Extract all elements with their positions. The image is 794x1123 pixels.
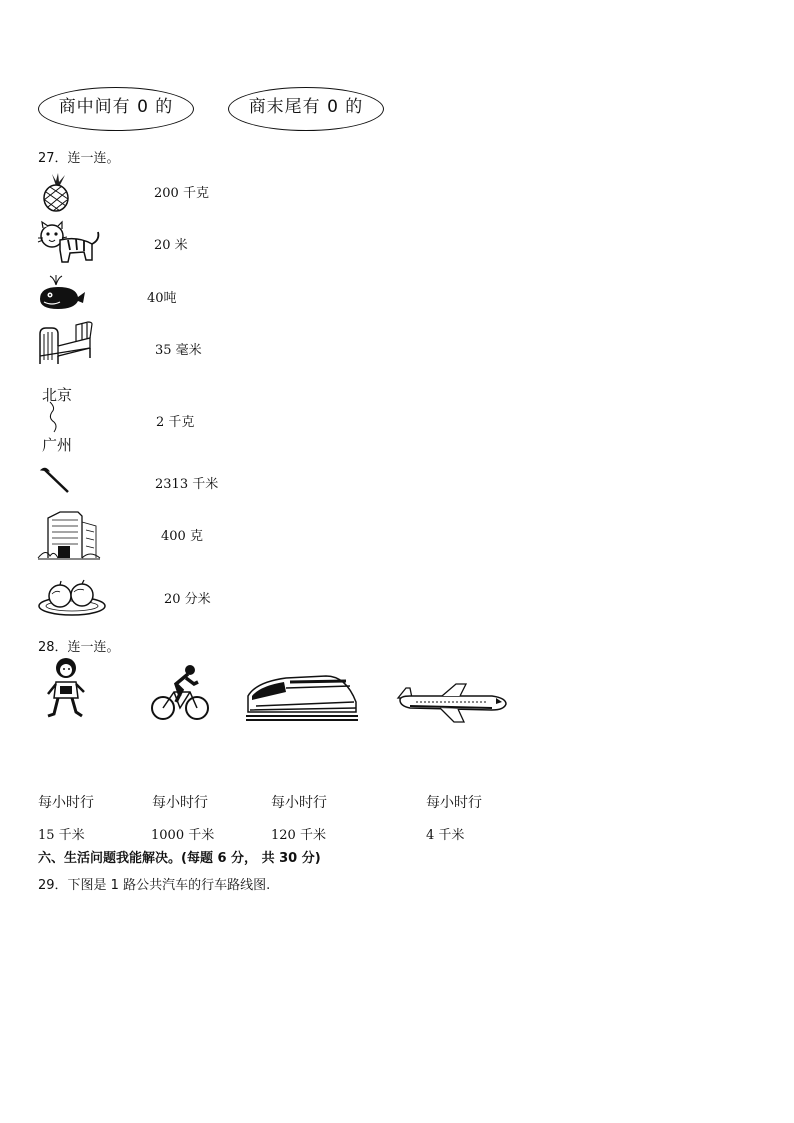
beijing-guangzhou-map-icon [40,402,80,432]
speed-prefix-3: 每小时行 [426,795,482,811]
oval-label: 商中间有 0 的 [58,97,174,117]
cyclist-icon [150,662,210,722]
q27-label-1: 20 米 [154,238,188,253]
apples-plate-icon [38,578,106,616]
speed-value-3: 4 千米 [426,828,465,843]
q27-label-5: 2313 千米 [155,477,219,492]
high-speed-train-icon [246,672,358,722]
q27-label-3: 35 毫米 [155,343,202,358]
airplane-icon [396,682,508,722]
speed-prefix-1: 每小时行 [152,795,208,811]
map-beijing-label: 北京 [42,386,73,404]
q27-label-0: 200 千克 [154,186,209,201]
q27-label-6: 400 克 [161,529,203,544]
question-27-title: 27．连一连。 [38,151,120,166]
speed-prefix-0: 每小时行 [38,795,94,811]
oval-label: 商末尾有 0 的 [248,97,364,117]
speed-value-2: 120 千米 [271,828,326,843]
pineapple-icon [40,172,72,212]
oval-quotient-end-zero [228,87,384,131]
speed-prefix-2: 每小时行 [271,795,327,811]
question-29-text: 29．下图是 1 路公共汽车的行车路线图. [38,878,271,893]
map-guangzhou-label: 广州 [42,436,73,454]
q27-label-2: 40吨 [147,291,177,306]
whale-icon [38,275,86,311]
section-6-heading: 六、生活问题我能解决。(每题 6 分， 共 30 分) [38,851,321,866]
tiger-icon [38,220,102,268]
nail-icon [40,466,72,494]
question-28-title: 28．连一连。 [38,640,120,655]
oval-quotient-middle-zero [38,87,194,131]
speed-value-0: 15 千米 [38,828,85,843]
speed-value-1: 1000 千米 [151,828,215,843]
building-icon [38,508,100,560]
q27-label-7: 20 分米 [164,592,211,607]
bed-icon [38,322,94,366]
q27-label-4: 2 千克 [156,415,195,430]
child-walking-icon [46,656,86,720]
